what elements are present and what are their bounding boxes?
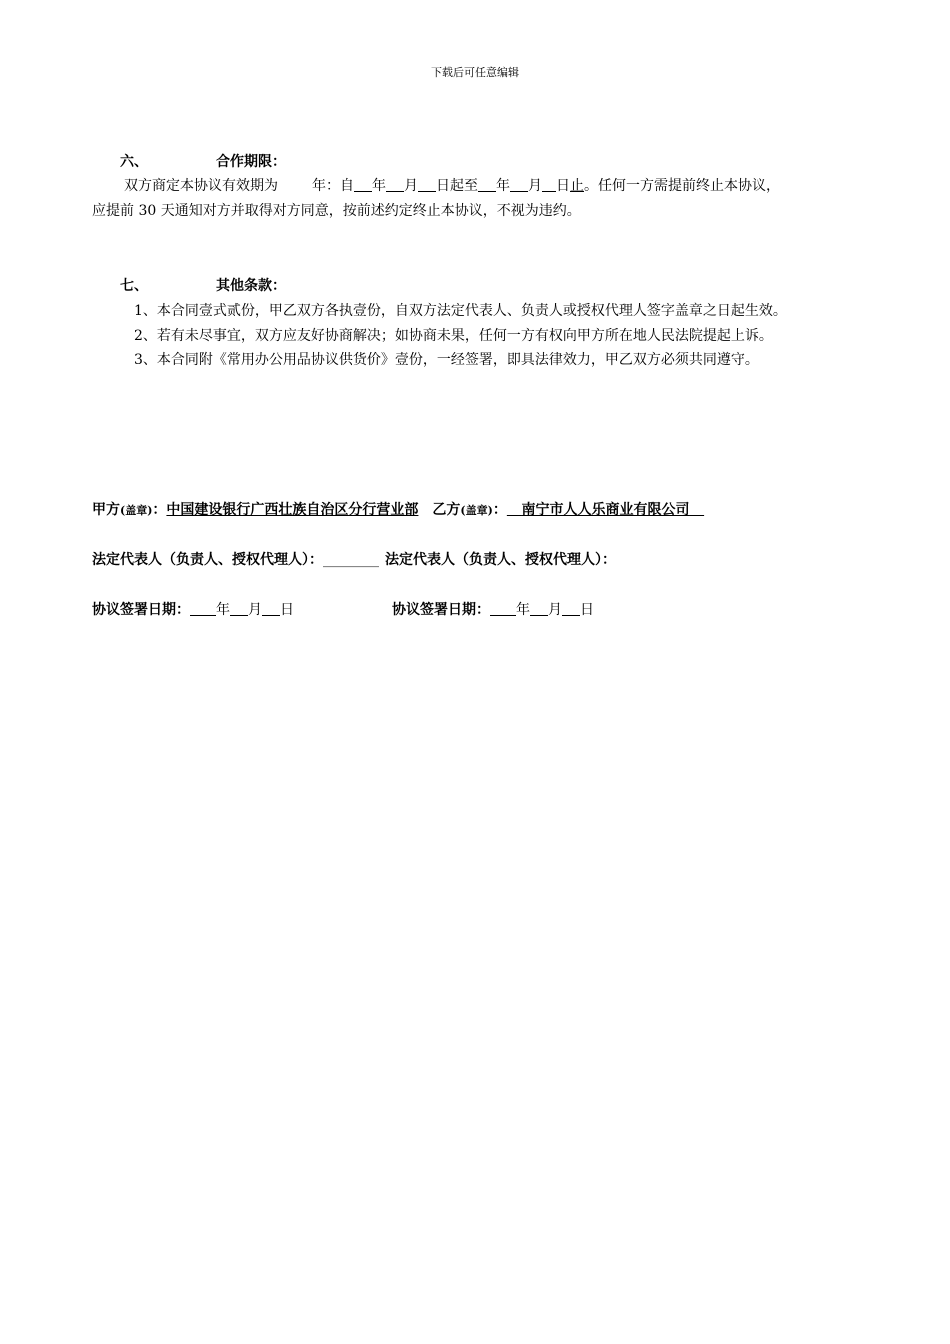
- date-b-year: 年: [516, 602, 530, 618]
- term-text-c: 日起至: [436, 178, 478, 194]
- section-6-title: 合作期限：: [216, 154, 286, 170]
- party-a-seal: (盖章): [120, 504, 153, 517]
- start-year-blank: [354, 177, 372, 192]
- start-year-unit: 年: [372, 178, 386, 194]
- section-6-line-1: [124, 176, 780, 196]
- party-b-name-field: [507, 502, 704, 518]
- rep-blank-a: ________: [323, 552, 379, 568]
- end-day-unit: 日: [556, 178, 570, 194]
- date-a-year: 年: [216, 602, 230, 618]
- date-line-a: [92, 600, 294, 620]
- term-stop: 止: [570, 178, 584, 194]
- term-text-a: 双方商定本协议有效期为: [124, 178, 278, 194]
- date-label-a: 协议签署日期：: [92, 602, 190, 618]
- term-text-b: 年：自: [312, 178, 354, 194]
- clause-item: 1、本合同壹式贰份，甲乙双方各执壹份，自双方法定代表人、负责人或授权代理人签字盖章之日起生效。: [134, 303, 787, 319]
- end-year-blank: [478, 177, 496, 192]
- party-b-label: 乙方: [432, 502, 461, 518]
- end-month-blank: [510, 177, 528, 192]
- representative-line: [92, 550, 616, 570]
- date-b-year-blank: [490, 601, 516, 616]
- start-day-blank: [418, 177, 436, 192]
- party-a-name: 中国建设银行广西壮族自治区分行营业部: [166, 502, 419, 518]
- start-month-unit: 月: [404, 178, 418, 194]
- section-6-line-2: 应提前 30 天通知对方并取得对方同意，按前述约定终止本协议，不视为违约。: [92, 203, 581, 219]
- party-a-colon: ：: [152, 502, 167, 518]
- date-b-month-blank: [530, 601, 548, 616]
- term-text-d: 。任何一方需提前终止本协议，: [584, 178, 780, 194]
- party-b-name: 南宁市人人乐商业有限公司: [521, 502, 690, 518]
- section-7-number: 七、: [120, 278, 148, 294]
- end-month-unit: 月: [528, 178, 542, 194]
- date-a-month: 月: [248, 602, 262, 618]
- party-b-colon: ：: [492, 502, 507, 518]
- party-line: [92, 500, 704, 521]
- party-a-label: 甲方: [92, 502, 120, 518]
- end-year-unit: 年: [496, 178, 510, 194]
- clause-item: 2、若有未尽事宜，双方应友好协商解决；如协商未果，任何一方有权向甲方所在地人民法院提起上诉。: [134, 328, 773, 344]
- date-label-b: 协议签署日期：: [392, 602, 490, 618]
- date-a-day: 日: [280, 602, 294, 618]
- date-a-year-blank: [190, 601, 216, 616]
- header-note: 下载后可任意编辑: [431, 66, 519, 79]
- end-day-blank: [542, 177, 556, 192]
- section-6-number: 六、: [120, 154, 148, 170]
- clause-item: 3、本合同附《常用办公用品协议供货价》壹份，一经签署，即具法律效力，甲乙双方必须共同遵守。: [134, 352, 759, 368]
- section-6-heading: [120, 152, 286, 172]
- date-b-day-blank: [562, 601, 580, 616]
- start-month-blank: [386, 177, 404, 192]
- date-a-day-blank: [262, 601, 280, 616]
- date-b-day: 日: [580, 602, 594, 618]
- date-b-month: 月: [548, 602, 562, 618]
- section-7-title: 其他条款：: [216, 278, 286, 294]
- section-7-heading: [120, 276, 286, 296]
- rep-label-a: 法定代表人（负责人、授权代理人）：: [92, 552, 323, 568]
- rep-label-b: 法定代表人（负责人、授权代理人）：: [385, 552, 616, 568]
- date-line-b: [392, 600, 594, 620]
- date-a-month-blank: [230, 601, 248, 616]
- party-b-seal: (盖章): [460, 504, 493, 517]
